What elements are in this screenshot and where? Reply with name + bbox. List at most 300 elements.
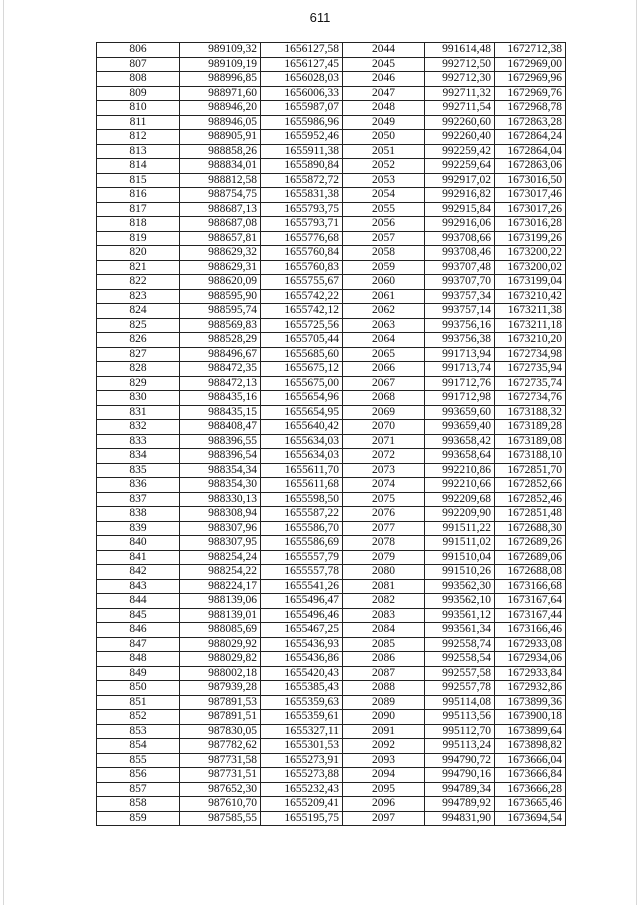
x-coordinate-cell: 987891,51 [180, 710, 261, 725]
point-number-cell: 806 [97, 43, 180, 58]
point-number-cell: 2056 [343, 217, 425, 232]
x-coordinate-cell: 995113,24 [425, 739, 495, 754]
x-coordinate-cell: 988687,08 [180, 217, 261, 232]
x-coordinate-cell: 994831,90 [425, 811, 495, 826]
x-coordinate-cell: 993707,48 [425, 260, 495, 275]
y-coordinate-cell: 1655586,70 [261, 521, 343, 536]
x-coordinate-cell: 988971,60 [180, 86, 261, 101]
y-coordinate-cell: 1655541,26 [261, 579, 343, 594]
point-number-cell: 2089 [343, 695, 425, 710]
point-number-cell: 2088 [343, 681, 425, 696]
x-coordinate-cell: 988396,54 [180, 449, 261, 464]
table-row [97, 260, 566, 275]
y-coordinate-cell: 1656006,33 [261, 86, 343, 101]
table-row [97, 681, 566, 696]
point-number-cell: 834 [97, 449, 180, 464]
x-coordinate-cell: 993561,12 [425, 608, 495, 623]
point-number-cell: 838 [97, 507, 180, 522]
y-coordinate-cell: 1655742,12 [261, 304, 343, 319]
y-coordinate-cell: 1673189,28 [495, 420, 566, 435]
x-coordinate-cell: 987731,51 [180, 768, 261, 783]
point-number-cell: 2079 [343, 550, 425, 565]
x-coordinate-cell: 988307,95 [180, 536, 261, 551]
point-number-cell: 807 [97, 57, 180, 72]
table-row [97, 231, 566, 246]
table-row [97, 101, 566, 116]
y-coordinate-cell: 1673016,50 [495, 173, 566, 188]
point-number-cell: 818 [97, 217, 180, 232]
y-coordinate-cell: 1655725,56 [261, 318, 343, 333]
point-number-cell: 850 [97, 681, 180, 696]
point-number-cell: 2080 [343, 565, 425, 580]
y-coordinate-cell: 1673694,54 [495, 811, 566, 826]
x-coordinate-cell: 991511,02 [425, 536, 495, 551]
y-coordinate-cell: 1673166,46 [495, 623, 566, 638]
point-number-cell: 819 [97, 231, 180, 246]
scan-left-edge [3, 0, 4, 905]
point-number-cell: 2053 [343, 173, 425, 188]
table-row [97, 536, 566, 551]
table-row [97, 86, 566, 101]
x-coordinate-cell: 992260,60 [425, 115, 495, 130]
table-row [97, 391, 566, 406]
point-number-cell: 844 [97, 594, 180, 609]
y-coordinate-cell: 1673200,22 [495, 246, 566, 261]
x-coordinate-cell: 988620,09 [180, 275, 261, 290]
table-row [97, 579, 566, 594]
x-coordinate-cell: 991713,94 [425, 347, 495, 362]
table-row [97, 695, 566, 710]
point-number-cell: 2069 [343, 405, 425, 420]
x-coordinate-cell: 988687,13 [180, 202, 261, 217]
table-row [97, 376, 566, 391]
x-coordinate-cell: 995112,70 [425, 724, 495, 739]
table-row [97, 115, 566, 130]
x-coordinate-cell: 988085,69 [180, 623, 261, 638]
y-coordinate-cell: 1672735,74 [495, 376, 566, 391]
table-row [97, 724, 566, 739]
y-coordinate-cell: 1656127,45 [261, 57, 343, 72]
table-row [97, 449, 566, 464]
point-number-cell: 2045 [343, 57, 425, 72]
y-coordinate-cell: 1655359,61 [261, 710, 343, 725]
x-coordinate-cell: 988408,47 [180, 420, 261, 435]
y-coordinate-cell: 1655760,84 [261, 246, 343, 261]
x-coordinate-cell: 992210,66 [425, 478, 495, 493]
y-coordinate-cell: 1655209,41 [261, 797, 343, 812]
y-coordinate-cell: 1655685,60 [261, 347, 343, 362]
x-coordinate-cell: 988595,74 [180, 304, 261, 319]
y-coordinate-cell: 1672933,84 [495, 666, 566, 681]
x-coordinate-cell: 988254,22 [180, 565, 261, 580]
y-coordinate-cell: 1655273,91 [261, 753, 343, 768]
point-number-cell: 2081 [343, 579, 425, 594]
x-coordinate-cell: 991713,74 [425, 362, 495, 377]
x-coordinate-cell: 993561,34 [425, 623, 495, 638]
y-coordinate-cell: 1672851,70 [495, 463, 566, 478]
x-coordinate-cell: 988139,06 [180, 594, 261, 609]
x-coordinate-cell: 988435,16 [180, 391, 261, 406]
point-number-cell: 813 [97, 144, 180, 159]
x-coordinate-cell: 992711,54 [425, 101, 495, 116]
table-row [97, 405, 566, 420]
y-coordinate-cell: 1655776,68 [261, 231, 343, 246]
y-coordinate-cell: 1655557,78 [261, 565, 343, 580]
y-coordinate-cell: 1655420,43 [261, 666, 343, 681]
point-number-cell: 830 [97, 391, 180, 406]
point-number-cell: 848 [97, 652, 180, 667]
x-coordinate-cell: 988396,55 [180, 434, 261, 449]
x-coordinate-cell: 991614,48 [425, 43, 495, 58]
point-number-cell: 2096 [343, 797, 425, 812]
x-coordinate-cell: 992558,54 [425, 652, 495, 667]
point-number-cell: 825 [97, 318, 180, 333]
table-row [97, 811, 566, 826]
x-coordinate-cell: 988139,01 [180, 608, 261, 623]
scan-right-edge [636, 0, 637, 905]
point-number-cell: 829 [97, 376, 180, 391]
y-coordinate-cell: 1655327,11 [261, 724, 343, 739]
x-coordinate-cell: 994790,72 [425, 753, 495, 768]
table-row [97, 130, 566, 145]
table-row [97, 608, 566, 623]
point-number-cell: 2072 [343, 449, 425, 464]
point-number-cell: 2055 [343, 202, 425, 217]
x-coordinate-cell: 993659,40 [425, 420, 495, 435]
table-row [97, 202, 566, 217]
point-number-cell: 2060 [343, 275, 425, 290]
y-coordinate-cell: 1673167,64 [495, 594, 566, 609]
y-coordinate-cell: 1655467,25 [261, 623, 343, 638]
y-coordinate-cell: 1673166,68 [495, 579, 566, 594]
table-row [97, 217, 566, 232]
y-coordinate-cell: 1672969,76 [495, 86, 566, 101]
x-coordinate-cell: 988946,05 [180, 115, 261, 130]
point-number-cell: 2071 [343, 434, 425, 449]
y-coordinate-cell: 1655586,69 [261, 536, 343, 551]
x-coordinate-cell: 988435,15 [180, 405, 261, 420]
x-coordinate-cell: 994790,16 [425, 768, 495, 783]
x-coordinate-cell: 989109,19 [180, 57, 261, 72]
x-coordinate-cell: 993562,10 [425, 594, 495, 609]
point-number-cell: 2078 [343, 536, 425, 551]
x-coordinate-cell: 992209,68 [425, 492, 495, 507]
y-coordinate-cell: 1672688,30 [495, 521, 566, 536]
table-row [97, 57, 566, 72]
point-number-cell: 2062 [343, 304, 425, 319]
point-number-cell: 816 [97, 188, 180, 203]
y-coordinate-cell: 1655195,75 [261, 811, 343, 826]
y-coordinate-cell: 1655611,68 [261, 478, 343, 493]
y-coordinate-cell: 1655654,95 [261, 405, 343, 420]
table-row [97, 652, 566, 667]
y-coordinate-cell: 1672968,78 [495, 101, 566, 116]
x-coordinate-cell: 987585,55 [180, 811, 261, 826]
x-coordinate-cell: 993756,16 [425, 318, 495, 333]
table-row [97, 304, 566, 319]
x-coordinate-cell: 991510,26 [425, 565, 495, 580]
table-row [97, 710, 566, 725]
x-coordinate-cell: 987610,70 [180, 797, 261, 812]
table-row [97, 144, 566, 159]
point-number-cell: 835 [97, 463, 180, 478]
table-row [97, 463, 566, 478]
x-coordinate-cell: 993659,60 [425, 405, 495, 420]
point-number-cell: 2092 [343, 739, 425, 754]
table-row [97, 333, 566, 348]
point-number-cell: 846 [97, 623, 180, 638]
y-coordinate-cell: 1672932,86 [495, 681, 566, 696]
x-coordinate-cell: 993708,46 [425, 246, 495, 261]
table-row [97, 43, 566, 58]
point-number-cell: 2044 [343, 43, 425, 58]
y-coordinate-cell: 1655675,12 [261, 362, 343, 377]
y-coordinate-cell: 1655987,07 [261, 101, 343, 116]
page-number: 611 [309, 10, 331, 25]
x-coordinate-cell: 988946,20 [180, 101, 261, 116]
y-coordinate-cell: 1655436,86 [261, 652, 343, 667]
y-coordinate-cell: 1655952,46 [261, 130, 343, 145]
point-number-cell: 828 [97, 362, 180, 377]
x-coordinate-cell: 989109,32 [180, 43, 261, 58]
y-coordinate-cell: 1673666,84 [495, 768, 566, 783]
table-row [97, 289, 566, 304]
point-number-cell: 2052 [343, 159, 425, 174]
y-coordinate-cell: 1655598,50 [261, 492, 343, 507]
x-coordinate-cell: 991712,98 [425, 391, 495, 406]
y-coordinate-cell: 1673211,18 [495, 318, 566, 333]
y-coordinate-cell: 1673898,82 [495, 739, 566, 754]
point-number-cell: 2061 [343, 289, 425, 304]
x-coordinate-cell: 992712,30 [425, 72, 495, 87]
point-number-cell: 858 [97, 797, 180, 812]
x-coordinate-cell: 992711,32 [425, 86, 495, 101]
point-number-cell: 833 [97, 434, 180, 449]
y-coordinate-cell: 1655611,70 [261, 463, 343, 478]
y-coordinate-cell: 1672969,96 [495, 72, 566, 87]
y-coordinate-cell: 1672734,76 [495, 391, 566, 406]
x-coordinate-cell: 992558,74 [425, 637, 495, 652]
y-coordinate-cell: 1656028,03 [261, 72, 343, 87]
point-number-cell: 2058 [343, 246, 425, 261]
y-coordinate-cell: 1673210,20 [495, 333, 566, 348]
y-coordinate-cell: 1655760,83 [261, 260, 343, 275]
x-coordinate-cell: 992259,42 [425, 144, 495, 159]
y-coordinate-cell: 1655587,22 [261, 507, 343, 522]
y-coordinate-cell: 1655986,96 [261, 115, 343, 130]
y-coordinate-cell: 1672864,04 [495, 144, 566, 159]
point-number-cell: 2090 [343, 710, 425, 725]
x-coordinate-cell: 994789,34 [425, 782, 495, 797]
x-coordinate-cell: 988812,58 [180, 173, 261, 188]
x-coordinate-cell: 992259,64 [425, 159, 495, 174]
x-coordinate-cell: 988224,17 [180, 579, 261, 594]
table-row [97, 797, 566, 812]
point-number-cell: 2075 [343, 492, 425, 507]
table-row [97, 275, 566, 290]
y-coordinate-cell: 1673211,38 [495, 304, 566, 319]
x-coordinate-cell: 991511,22 [425, 521, 495, 536]
table-row [97, 753, 566, 768]
point-number-cell: 859 [97, 811, 180, 826]
x-coordinate-cell: 988905,91 [180, 130, 261, 145]
point-number-cell: 841 [97, 550, 180, 565]
x-coordinate-cell: 988354,30 [180, 478, 261, 493]
y-coordinate-cell: 1672852,46 [495, 492, 566, 507]
x-coordinate-cell: 992917,02 [425, 173, 495, 188]
point-number-cell: 2087 [343, 666, 425, 681]
x-coordinate-cell: 988629,31 [180, 260, 261, 275]
y-coordinate-cell: 1655301,53 [261, 739, 343, 754]
x-coordinate-cell: 988330,13 [180, 492, 261, 507]
y-coordinate-cell: 1673665,46 [495, 797, 566, 812]
y-coordinate-cell: 1673210,42 [495, 289, 566, 304]
x-coordinate-cell: 993708,66 [425, 231, 495, 246]
y-coordinate-cell: 1673167,44 [495, 608, 566, 623]
y-coordinate-cell: 1673188,32 [495, 405, 566, 420]
y-coordinate-cell: 1672863,28 [495, 115, 566, 130]
point-number-cell: 822 [97, 275, 180, 290]
x-coordinate-cell: 992557,78 [425, 681, 495, 696]
y-coordinate-cell: 1656127,58 [261, 43, 343, 58]
x-coordinate-cell: 987891,53 [180, 695, 261, 710]
table-row [97, 782, 566, 797]
x-coordinate-cell: 991712,76 [425, 376, 495, 391]
x-coordinate-cell: 992210,86 [425, 463, 495, 478]
point-number-cell: 2076 [343, 507, 425, 522]
table-row [97, 362, 566, 377]
point-number-cell: 855 [97, 753, 180, 768]
y-coordinate-cell: 1672689,06 [495, 550, 566, 565]
y-coordinate-cell: 1673017,26 [495, 202, 566, 217]
point-number-cell: 2064 [343, 333, 425, 348]
x-coordinate-cell: 988595,90 [180, 289, 261, 304]
point-number-cell: 2059 [343, 260, 425, 275]
y-coordinate-cell: 1673899,36 [495, 695, 566, 710]
table-row [97, 739, 566, 754]
x-coordinate-cell: 993658,64 [425, 449, 495, 464]
y-coordinate-cell: 1672934,06 [495, 652, 566, 667]
point-number-cell: 2091 [343, 724, 425, 739]
x-coordinate-cell: 988472,35 [180, 362, 261, 377]
table-row [97, 507, 566, 522]
x-coordinate-cell: 988002,18 [180, 666, 261, 681]
table-row [97, 173, 566, 188]
y-coordinate-cell: 1672734,98 [495, 347, 566, 362]
y-coordinate-cell: 1655640,42 [261, 420, 343, 435]
point-number-cell: 817 [97, 202, 180, 217]
x-coordinate-cell: 993707,70 [425, 275, 495, 290]
x-coordinate-cell: 992209,90 [425, 507, 495, 522]
x-coordinate-cell: 988307,96 [180, 521, 261, 536]
x-coordinate-cell: 993757,34 [425, 289, 495, 304]
point-number-cell: 2085 [343, 637, 425, 652]
x-coordinate-cell: 988996,85 [180, 72, 261, 87]
y-coordinate-cell: 1655634,03 [261, 449, 343, 464]
point-number-cell: 2065 [343, 347, 425, 362]
y-coordinate-cell: 1655634,03 [261, 434, 343, 449]
y-coordinate-cell: 1672689,26 [495, 536, 566, 551]
point-number-cell: 840 [97, 536, 180, 551]
x-coordinate-cell: 987939,28 [180, 681, 261, 696]
x-coordinate-cell: 987782,62 [180, 739, 261, 754]
point-number-cell: 857 [97, 782, 180, 797]
point-number-cell: 2067 [343, 376, 425, 391]
point-number-cell: 811 [97, 115, 180, 130]
point-number-cell: 852 [97, 710, 180, 725]
y-coordinate-cell: 1673900,18 [495, 710, 566, 725]
table-row [97, 420, 566, 435]
x-coordinate-cell: 993757,14 [425, 304, 495, 319]
y-coordinate-cell: 1655385,43 [261, 681, 343, 696]
point-number-cell: 810 [97, 101, 180, 116]
point-number-cell: 2084 [343, 623, 425, 638]
point-number-cell: 2048 [343, 101, 425, 116]
point-number-cell: 2063 [343, 318, 425, 333]
point-number-cell: 2073 [343, 463, 425, 478]
y-coordinate-cell: 1655911,38 [261, 144, 343, 159]
point-number-cell: 2068 [343, 391, 425, 406]
table-row [97, 594, 566, 609]
table-row [97, 637, 566, 652]
point-number-cell: 847 [97, 637, 180, 652]
point-number-cell: 856 [97, 768, 180, 783]
point-number-cell: 842 [97, 565, 180, 580]
point-number-cell: 831 [97, 405, 180, 420]
table-row [97, 768, 566, 783]
y-coordinate-cell: 1655496,46 [261, 608, 343, 623]
point-number-cell: 2066 [343, 362, 425, 377]
point-number-cell: 2093 [343, 753, 425, 768]
point-number-cell: 2082 [343, 594, 425, 609]
y-coordinate-cell: 1655793,71 [261, 217, 343, 232]
x-coordinate-cell: 988254,24 [180, 550, 261, 565]
y-coordinate-cell: 1672735,94 [495, 362, 566, 377]
point-number-cell: 2083 [343, 608, 425, 623]
point-number-cell: 814 [97, 159, 180, 174]
point-number-cell: 2074 [343, 478, 425, 493]
point-number-cell: 843 [97, 579, 180, 594]
point-number-cell: 2097 [343, 811, 425, 826]
point-number-cell: 815 [97, 173, 180, 188]
point-number-cell: 808 [97, 72, 180, 87]
coordinates-table [96, 42, 566, 826]
table-row [97, 318, 566, 333]
x-coordinate-cell: 995114,08 [425, 695, 495, 710]
table-row [97, 72, 566, 87]
y-coordinate-cell: 1672852,66 [495, 478, 566, 493]
point-number-cell: 837 [97, 492, 180, 507]
point-number-cell: 854 [97, 739, 180, 754]
table-row [97, 478, 566, 493]
y-coordinate-cell: 1655359,63 [261, 695, 343, 710]
table-row [97, 159, 566, 174]
y-coordinate-cell: 1655793,75 [261, 202, 343, 217]
x-coordinate-cell: 991510,04 [425, 550, 495, 565]
x-coordinate-cell: 988496,67 [180, 347, 261, 362]
table-row [97, 623, 566, 638]
y-coordinate-cell: 1673188,10 [495, 449, 566, 464]
y-coordinate-cell: 1673666,28 [495, 782, 566, 797]
x-coordinate-cell: 987830,05 [180, 724, 261, 739]
table-row [97, 347, 566, 362]
x-coordinate-cell: 995113,56 [425, 710, 495, 725]
x-coordinate-cell: 987731,58 [180, 753, 261, 768]
point-number-cell: 2070 [343, 420, 425, 435]
x-coordinate-cell: 988657,81 [180, 231, 261, 246]
x-coordinate-cell: 988029,82 [180, 652, 261, 667]
x-coordinate-cell: 992915,84 [425, 202, 495, 217]
